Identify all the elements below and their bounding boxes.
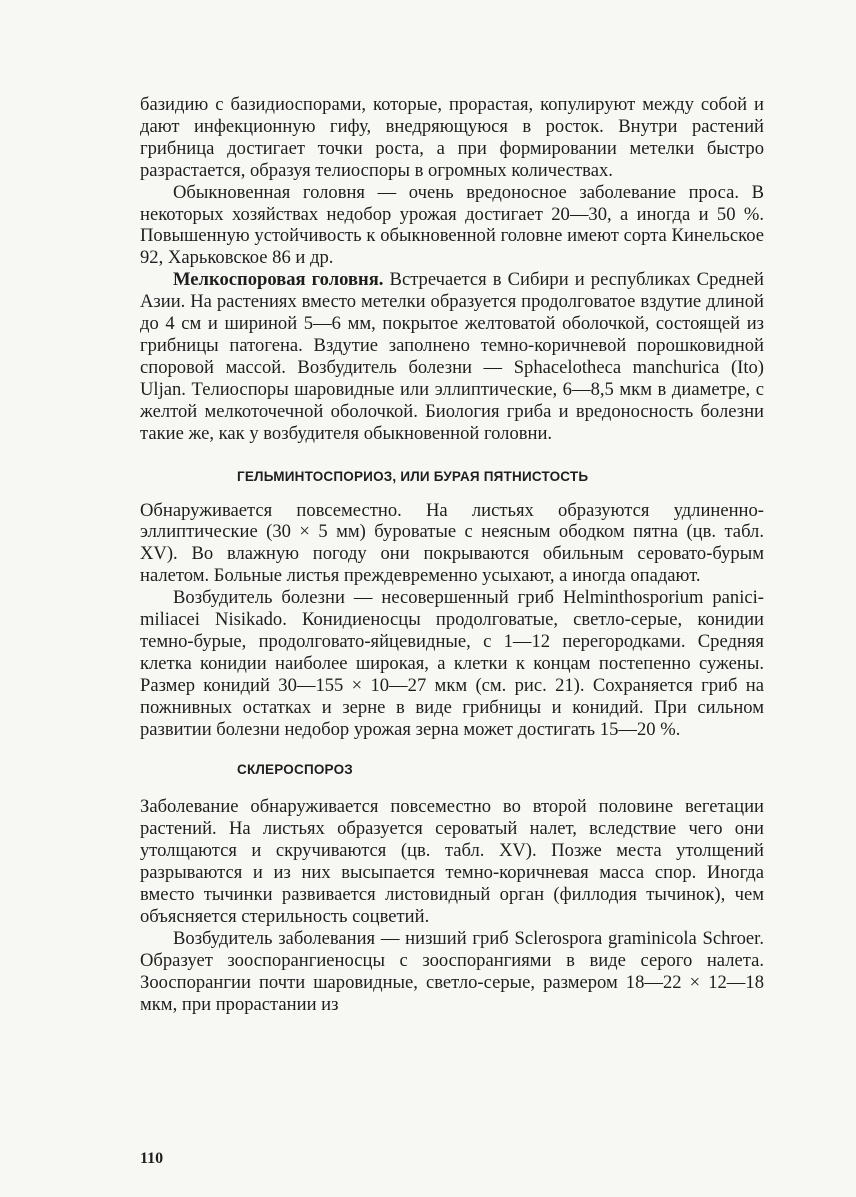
paragraph-continued: базидию с базидиоспорами, которые, прорастая, копулируют между собой и дают инфекционную гифу, внедряющуюся в росток. Внутри растений грибница достигает точки роста, а при формировании метелки быстро разрастается, образуя телиоспоры в огромных количествах. [140,94,764,181]
paragraph-sclerosporosis-symptoms: Заболевание обнаруживается повсеместно во второй половине вегетации растений. На листьях образуется сероватый налет, вследствие чего они утолщаются и скручиваются (цв. табл. XV). Позже места утолщений разрываются и из них высыпается темно-коричневая масса спор. Иногда вместо тычинки развивается листовидный орган (филлодия тычинок), чем объясняется стерильность соцветий. [140,796,764,927]
paragraph-helminthosporiosis-symptoms: Обнаруживается повсеместно. На листьях образуются удлиненно-эллиптические (30 × 5 мм) буроватые с неясным ободком пятна (цв. табл. XV). Во влажную погоду они покрываются обильным серовато-бурым налетом. Больные листья преждевременно усыхают, а иногда опадают. [140,499,764,587]
paragraph-small-spore-smut [140,269,764,444]
paragraph-common-smut: Обыкновенная головня — очень вредоносное заболевание проса. В некоторых хозяйствах недобор урожая достигает 20—30, а иногда и 50 %. Повышенную устойчивость к обыкновенной головне имеют сорта Кинельское 92, Харьковское 86 и др. [140,181,764,269]
text-column [140,94,764,1016]
paragraph-sclerosporosis-pathogen: Возбудитель заболевания — низший гриб Sclerospora graminicola Schroer. Образует зооспорангиеносцы с зооспорангиями в виде серого налета. Зооспорангии почти шаровидные, светло-серые, размером 18—22 × 12—18 мкм, при прорастании из [140,927,764,1015]
page-number: 110 [140,1150,164,1167]
small-spore-smut-text: Встречается в Сибири и республиках Средней Азии. На растениях вместо метелки образуется продолговатое вздутие длиной до 4 см и шириной 5—6 мм, покрытое желтоватой оболочкой, состоящей из грибницы патогена. Вздутие заполнено темно-коричневой порошковидной споровой массой. Возбудитель болезни — Sphacelotheca manchurica (Ito) Uljan. Телиоспоры шаровидные или эллиптические, 6—8,5 мкм в диаметре, с желтой мелкоточечной оболочкой. Биология гриба и вредоносность болезни такие же, как у возбудителя обыкновенной головни. [140,269,765,444]
paragraph-helminthosporiosis-pathogen: Возбудитель болезни — несовершенный гриб Helminthosporium panici-miliacei Nisikado. Конидиеносцы продолговатые, светло-серые, конидии темно-бурые, продолговато-яйцевидные, с 1—12 перегородками. Средняя клетка конидии наиболее широкая, а клетки к концам постепенно сужены. Размер конидий 30—155 × 10—27 мкм (см. рис. 21). Сохраняется гриб на пожнивных остатках и зерне в виде грибницы и конидий. При сильном развитии болезни недобор урожая зерна может достигать 15—20 %. [140,587,764,740]
heading-sclerosporosis: СКЛЕРОСПОРОЗ [237,762,353,778]
heading-helminthosporiosis: ГЕЛЬМИНТОСПОРИОЗ, ИЛИ БУРАЯ ПЯТНИСТОСТЬ [237,468,589,484]
term-small-spore-smut: Мелкоспоровая головня. [173,269,384,291]
